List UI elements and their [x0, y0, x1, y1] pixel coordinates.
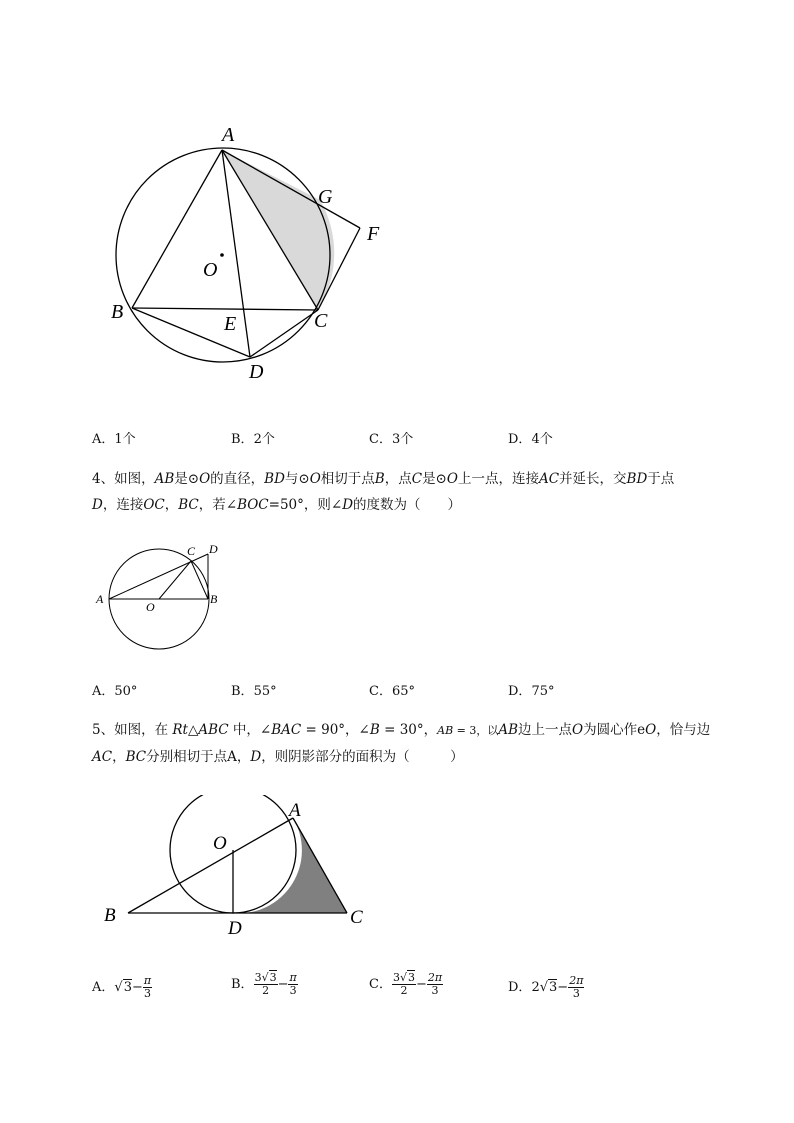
option-letter: A．	[92, 980, 115, 995]
text: 中，∠	[228, 722, 272, 738]
q5-option-d[interactable]	[508, 975, 584, 1000]
option-letter: D．	[508, 684, 532, 699]
option-letter: B．	[231, 684, 254, 699]
q5-option-a[interactable]	[92, 975, 152, 1000]
label-o: O	[213, 833, 227, 854]
text: ，连接	[102, 497, 144, 513]
option-letter: C．	[369, 432, 392, 447]
label-b: B	[104, 905, 116, 926]
option-text: 75°	[531, 684, 555, 699]
numerator: 3√3	[392, 971, 415, 984]
label-d: D	[209, 542, 218, 556]
shaded-region	[233, 818, 347, 913]
label-c: C	[314, 310, 328, 332]
option-text: 55°	[253, 684, 277, 699]
label-a: A	[222, 124, 235, 146]
text: ，	[236, 749, 251, 765]
text: A	[227, 749, 237, 765]
math-var: AC	[92, 749, 113, 765]
q4-line-2	[92, 492, 732, 518]
label-c: C	[350, 907, 363, 928]
text: = 90°，∠	[301, 722, 370, 738]
text: 上一点，连接	[457, 471, 539, 487]
denominator: 3	[289, 984, 297, 997]
label-b: B	[111, 301, 124, 323]
label-a: A	[289, 800, 301, 821]
option-text: 2个	[253, 432, 275, 447]
q4-figure-lines	[109, 554, 208, 599]
text: ，恰与边	[656, 722, 711, 738]
denominator: 2	[400, 984, 408, 997]
q5-figure	[100, 795, 380, 940]
label-o: O	[146, 600, 155, 614]
q3-option-b[interactable]	[231, 428, 275, 447]
minus-sign: −	[131, 980, 143, 995]
option-letter: D．	[508, 432, 532, 447]
minus-sign: −	[415, 977, 427, 992]
minus-sign: −	[277, 977, 289, 992]
sqrt-sign: √	[114, 980, 123, 995]
q5-option-b[interactable]	[231, 972, 298, 997]
option-letter: B．	[231, 977, 254, 992]
radicand: 3	[123, 980, 132, 995]
text: 的直径，	[210, 471, 265, 487]
text: 与⊙	[284, 471, 310, 487]
label-e: E	[224, 313, 237, 335]
label-a: A	[96, 592, 104, 606]
math-var: BD	[626, 471, 648, 487]
option-letter: A．	[92, 684, 115, 699]
coefficient: 3	[392, 971, 400, 984]
text: ，	[164, 497, 179, 513]
math-var: BC	[125, 749, 147, 765]
option-letter: B．	[231, 432, 254, 447]
math-var: AB	[498, 722, 519, 738]
text: ，点	[384, 471, 412, 487]
option-letter: C．	[369, 684, 392, 699]
q5-text	[92, 717, 737, 770]
math-var: O	[645, 722, 657, 738]
option-letter: D．	[508, 980, 532, 995]
label-b: B	[210, 592, 218, 606]
text: ，若∠	[198, 497, 238, 513]
option-letter: A．	[92, 432, 115, 447]
radicand: 3	[407, 971, 415, 984]
q4-text	[92, 466, 732, 518]
math-var: BOC	[237, 497, 269, 513]
text: =50°，则∠	[268, 497, 343, 513]
math-var: BD	[264, 471, 285, 487]
option-letter: C．	[369, 977, 392, 992]
text: 为圆心作	[583, 722, 638, 738]
fraction	[288, 972, 297, 997]
text: 分别相切于点	[146, 749, 228, 765]
radicand: 3	[269, 971, 277, 984]
numerator: 3√3	[254, 971, 277, 984]
denominator: 2	[262, 984, 270, 997]
fraction	[392, 972, 416, 997]
option-text: 3个	[391, 432, 414, 447]
text: 于点	[647, 471, 675, 487]
math-var: D	[92, 497, 103, 513]
text: ，	[112, 749, 126, 765]
math-var: O	[199, 471, 211, 487]
label-d: D	[249, 361, 264, 383]
question-number: 4、	[92, 471, 115, 487]
coefficient: 3	[254, 971, 262, 984]
text: 的度数为（ ）	[353, 497, 462, 513]
figure-circle-quadrilateral	[100, 115, 400, 390]
numerator: π	[143, 974, 152, 987]
fraction	[254, 972, 278, 997]
math-var: AC	[538, 471, 560, 487]
q5-line-1	[92, 717, 737, 744]
center-dot-o	[220, 253, 224, 257]
q4-option-a[interactable]	[92, 680, 137, 699]
math-var: O	[446, 471, 458, 487]
numerator: 2π	[569, 974, 584, 987]
math-var: BAC	[271, 722, 302, 738]
q3-option-d[interactable]	[508, 428, 553, 447]
text: 是⊙	[174, 471, 200, 487]
q4-option-b[interactable]	[231, 680, 277, 699]
denominator: 3	[143, 987, 151, 1000]
numerator: π	[289, 971, 297, 984]
math-var: AB	[437, 724, 454, 737]
q5-option-c[interactable]	[369, 972, 443, 997]
math-var: B	[374, 471, 385, 487]
coefficient: 2	[531, 980, 540, 995]
radicand: 3	[549, 980, 558, 995]
sqrt-sign: √	[539, 980, 549, 995]
option-text: 1个	[114, 432, 136, 447]
math-var: D	[250, 749, 262, 765]
minus-sign: −	[557, 980, 569, 995]
fraction	[427, 972, 443, 997]
text: 是⊙	[422, 471, 447, 487]
numerator: 2π	[427, 971, 443, 984]
text: = 30°，	[379, 722, 438, 738]
math-var: B	[369, 722, 380, 738]
fraction	[568, 975, 584, 1000]
option-text: 50°	[114, 684, 138, 699]
option-text: 4个	[531, 432, 553, 447]
q3-option-c[interactable]	[369, 428, 413, 447]
math-var: Rt△ABC	[172, 722, 229, 738]
circle-symbol: e	[637, 722, 646, 738]
denominator: 3	[572, 987, 580, 1000]
q4-figure	[92, 535, 232, 655]
text: 如图，在	[114, 722, 173, 738]
math-var: C	[411, 471, 423, 487]
label-c: C	[187, 544, 196, 558]
label-f: F	[367, 223, 380, 245]
math-var: D	[342, 497, 354, 513]
label-g: G	[318, 186, 333, 208]
q3-option-a[interactable]	[92, 428, 136, 447]
math-var: O	[309, 471, 321, 487]
shaded-region	[222, 150, 334, 310]
fraction	[143, 975, 152, 1000]
math-var: O	[572, 722, 584, 738]
math-var: BC	[178, 497, 199, 513]
math-var: AB	[154, 471, 175, 487]
q5-line-2	[92, 744, 737, 770]
text: 边上一点	[518, 722, 573, 738]
math-var: OC	[143, 497, 165, 513]
text: ，则阴影部分的面积为（ ）	[261, 749, 464, 765]
text: 并延长，交	[559, 471, 627, 487]
option-text: 65°	[391, 684, 415, 699]
q4-line-1	[92, 466, 732, 492]
label-d: D	[228, 918, 242, 939]
text: 如图，	[114, 471, 155, 487]
q4-option-c[interactable]	[369, 680, 415, 699]
text: 相切于点	[320, 471, 375, 487]
q4-option-d[interactable]	[508, 680, 554, 699]
denominator: 3	[431, 984, 439, 997]
question-number: 5、	[92, 722, 115, 738]
label-o: O	[203, 259, 218, 281]
text: = 3，以	[453, 724, 499, 737]
